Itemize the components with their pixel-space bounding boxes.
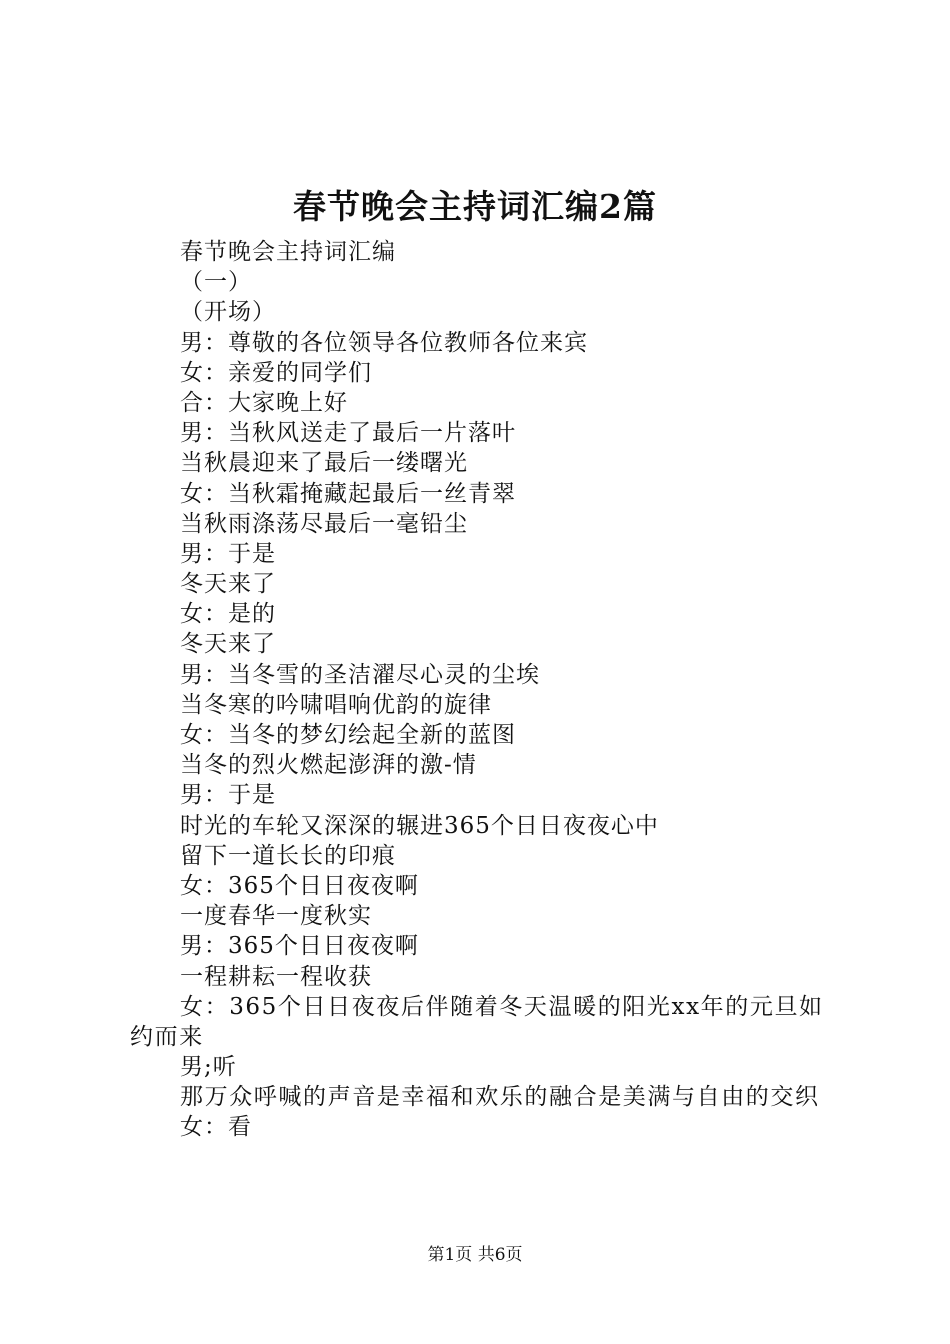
text-line: 一度春华一度秋实: [180, 903, 372, 930]
document-body: [130, 237, 835, 1143]
text-line: 女：当秋霜掩藏起最后一丝青翠: [180, 480, 516, 507]
text-line: 男：尊敬的各位领导各位教师各位来宾: [180, 329, 588, 356]
text-line: 男：于是: [180, 782, 276, 809]
text-line: （一）: [180, 269, 252, 296]
text-line: （开场）: [180, 299, 276, 326]
text-line: 时光的车轮又深深的辗进365个日日夜夜心中: [180, 812, 659, 839]
text-line: 女：当冬的梦幻绘起全新的蓝图: [180, 722, 516, 748]
text-line: 男：于是: [180, 540, 276, 567]
text-line: 当秋雨涤荡尽最后一毫铅尘: [180, 510, 468, 537]
text-line: 当秋晨迎来了最后一缕曙光: [180, 450, 468, 477]
text-paragraph: 女：365个日日夜夜后伴随着冬天温暖的阳光xx年的元旦如约而来: [130, 993, 824, 1050]
text-line: 合：大家晚上好: [180, 389, 348, 416]
text-line: 女：亲爱的同学们: [180, 359, 372, 386]
text-line: 春节晚会主持词汇编: [180, 239, 396, 265]
text-line: 留下一道长长的印痕: [180, 842, 396, 869]
text-line: 女：是的: [180, 601, 276, 628]
document-title: 春节晚会主持词汇编2篇: [293, 187, 657, 226]
text-line: 冬天来了: [180, 571, 276, 598]
text-line: 当冬的烈火燃起澎湃的激-情: [180, 752, 477, 779]
text-line: 男：365个日日夜夜啊: [180, 933, 419, 960]
text-line: 女：看: [180, 1114, 252, 1141]
text-paragraph: 那万众呼喊的声音是幸福和欢乐的融合是美满与自由的交织: [180, 1084, 820, 1111]
page-footer: 第1页 共6页: [427, 1245, 523, 1265]
text-line: 女：365个日日夜夜啊: [180, 872, 419, 899]
text-line: 冬天来了: [180, 631, 276, 658]
text-line: 男：当秋风送走了最后一片落叶: [180, 420, 516, 447]
text-line: 男：当冬雪的圣洁濯尽心灵的尘埃: [180, 661, 540, 688]
text-line: 一程耕耘一程收获: [180, 963, 372, 990]
text-line: 当冬寒的吟啸唱响优韵的旋律: [180, 691, 492, 718]
text-line: 男;听: [180, 1054, 237, 1081]
